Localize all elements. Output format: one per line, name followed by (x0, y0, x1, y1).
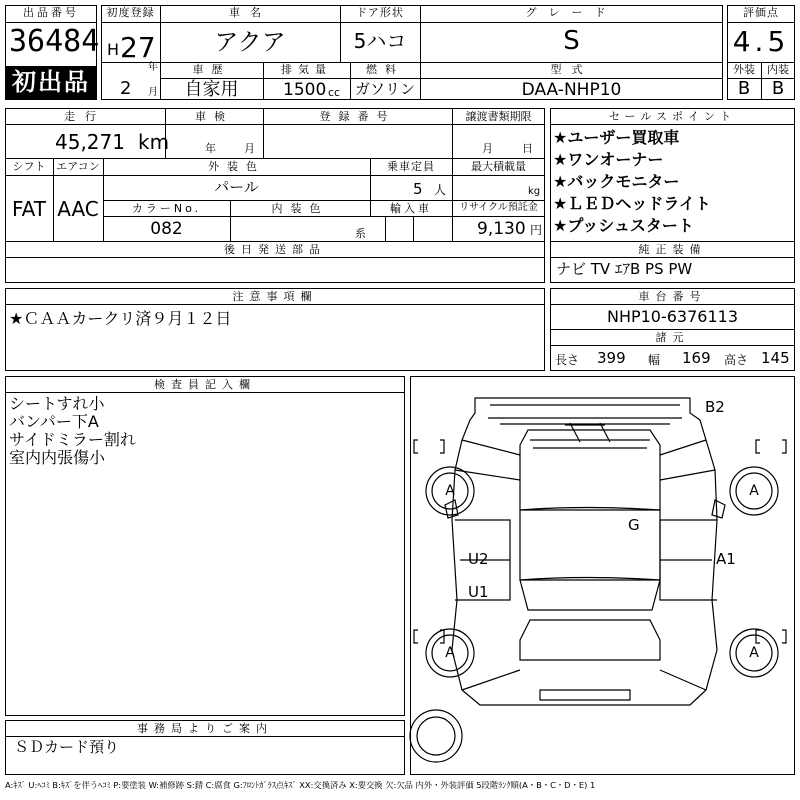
displacement-label: 排気量 (281, 63, 332, 76)
inspector-label: 検査員記入欄 (154, 378, 256, 391)
inspector-line-3: サイドミラー割れ (9, 430, 136, 449)
notes-label: 注意事項欄 (232, 290, 318, 303)
inspection-year-unit: 年 (205, 142, 216, 155)
door-label: ドア形状 (356, 6, 404, 19)
model: DAA-NHP10 (521, 80, 622, 100)
aircon-label: エアコン (56, 160, 100, 173)
first-listing-label: 初出品 (12, 68, 90, 96)
sales-point-3: ★バックモニター (553, 172, 680, 191)
score-label: 評価点 (743, 6, 779, 19)
recycle-unit: 円 (530, 223, 543, 237)
sales-point-4: ★ＬＥＤヘッドライト (553, 194, 711, 213)
transfer-month-unit: 月 (482, 142, 493, 155)
sales-point-5: ★プッシュスタート (553, 216, 694, 235)
tire-front-left: A (445, 483, 455, 499)
history: 自家用 (184, 79, 239, 100)
exterior-grade: B (737, 78, 751, 99)
damage-a1: A1 (716, 550, 736, 568)
chassis-number: NHP10-6376113 (606, 307, 739, 326)
aircon: AAC (57, 197, 99, 221)
recycle-amount: 9,130 (477, 219, 526, 239)
inspection-label: 車検 (195, 110, 233, 123)
capacity: 5 (413, 180, 423, 198)
max-load-unit: kg (528, 186, 541, 197)
inspector-line-2: バンパー下A (9, 412, 99, 431)
equipment-label: 純正装備 (638, 243, 707, 256)
inspection-month-unit: 月 (244, 142, 255, 155)
exterior-color-label: 外装色 (208, 160, 265, 173)
history-label: 車歴 (192, 63, 231, 76)
sales-points-label: セールスポイント (608, 110, 736, 123)
office-label: 事務局よりご案内 (137, 722, 273, 735)
interior-grade: B (771, 78, 785, 99)
length: 399 (597, 349, 626, 367)
listing-number: 36484 (9, 24, 100, 59)
month-unit: 月 (148, 87, 158, 98)
sales-point-2: ★ワンオーナー (553, 150, 664, 169)
width-label: 幅 (648, 353, 661, 367)
chassis-label: 車台番号 (638, 290, 707, 303)
grade: S (563, 26, 580, 56)
color-no: 082 (150, 219, 183, 239)
model-label: 型式 (550, 63, 593, 76)
interior-color-label: 内装色 (271, 202, 329, 215)
score: 4.5 (732, 25, 790, 58)
first-reg-year: 27 (120, 31, 156, 64)
displacement: 1500 (283, 80, 327, 100)
exterior-label: 外装 (733, 63, 755, 76)
first-reg-month: 2 (120, 78, 132, 99)
capacity-unit: 人 (434, 183, 447, 197)
capacity-label: 乗車定員 (387, 160, 435, 173)
mileage-label: 走行 (64, 110, 106, 123)
shift: FAT (11, 197, 46, 221)
tire-front-right: A (749, 483, 759, 499)
inspector-line-1: シートすれ小 (9, 394, 105, 413)
cc-unit: cc (328, 86, 341, 99)
length-label: 長さ (555, 353, 580, 367)
recycle-label: リサイクル預託金 (459, 202, 538, 213)
tire-rear-right: A (749, 645, 759, 661)
equipment: ナビ TV ｴｱB PS PW (556, 260, 693, 278)
year-unit: 年 (148, 62, 158, 73)
dims-label: 諸元 (655, 331, 690, 344)
notes: ★ＣＡＡカークリ済９月１２日 (9, 309, 232, 328)
car-name: アクア (214, 28, 286, 56)
transfer-day-unit: 日 (522, 142, 533, 155)
damage-b2: B2 (705, 398, 725, 416)
height-label: 高さ (724, 353, 749, 367)
grade-label: グレード (525, 6, 618, 19)
interior-color-unit: 系 (355, 227, 366, 240)
later-parts-label: 後日発送部品 (224, 243, 326, 256)
transfer-label: 譲渡書類期限 (465, 110, 532, 123)
width: 169 (682, 349, 711, 367)
first-reg-label: 初度登録 (106, 6, 155, 19)
damage-u1: U1 (468, 583, 489, 601)
interior-label: 内装 (767, 63, 789, 76)
reg-number-label: 登録番号 (319, 110, 396, 123)
office-note: ＳＤカード預り (14, 738, 120, 756)
car-name-label: 車名 (229, 6, 271, 19)
sales-point-1: ★ユーザー買取車 (553, 128, 680, 147)
listing-number-label: 出品番号 (23, 6, 79, 19)
legend: A:ｷｽﾞ U:ﾍｺﾐ B:ｷｽﾞを伴うﾍｺﾐ P:要塗装 W:補修跡 S:錆 C:腐食 G:ﾌﾛﾝﾄｶﾞﾗｽ点ｷｽﾞ XX:交換済み X:要交換 欠:欠品 内外・外装評価 5段階ﾗﾝｸ順(A・B・C・D・E) 1 (5, 781, 596, 790)
fuel-label: 燃料 (366, 63, 404, 76)
fuel: ガソリン (354, 80, 415, 98)
import-label: 輸入車 (390, 202, 432, 215)
height: 145 (761, 349, 790, 367)
door-type: 5ハコ (353, 29, 407, 53)
tire-rear-left: A (445, 645, 455, 661)
era-letter: H (107, 40, 120, 59)
inspector-line-4: 室内内張傷小 (9, 448, 106, 467)
mileage-unit: km (138, 130, 170, 154)
shift-label: シフト (12, 160, 46, 173)
mileage: 45,271 (55, 130, 125, 154)
max-load-label: 最大積載量 (471, 160, 526, 173)
damage-u2: U2 (468, 550, 489, 568)
damage-g: G (628, 516, 640, 534)
color-no-label: カラーNo. (131, 202, 202, 215)
exterior-color: パール (214, 178, 259, 196)
